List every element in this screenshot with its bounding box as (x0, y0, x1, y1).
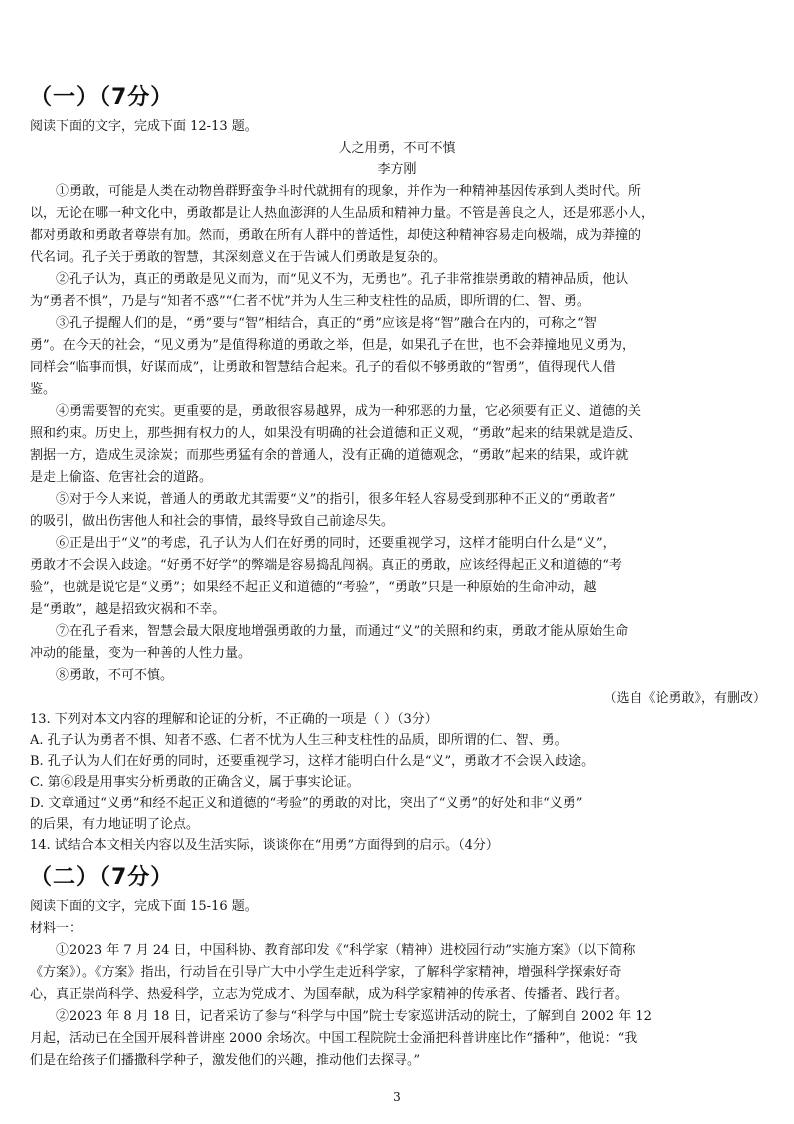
source-note: （选自《论勇敢》，有删改） (603, 691, 766, 706)
body-line: 割据一方，造成生灵涂炭；而那些勇猛有余的普通人，没有正确的道德观念，“勇敢”起来的结果，或许就 (30, 448, 629, 463)
body-line: 都对勇敢和勇敢者尊崇有加。然而，勇敢在所有人群中的普适性，却使这种精神容易走向极端，成为莽撞的 (30, 228, 642, 243)
material-line: 们是在给孩子们播撒科学种子，激发他们的兴趣，推动他们去探寻。” (30, 1053, 421, 1068)
body-line: ⑥正是出于“义”的考虑，孔子认为人们在好勇的同时，还要重视学习，这样才能明白什么是“义”， (56, 536, 616, 551)
body-line: ⑧勇敢，不可不慎。 (56, 668, 174, 683)
material-line: ②2023 年 8 月 18 日，记者采访了参与“科学与中国”院士专家巡讲活动的院士，了解到自 2002 年 12 (56, 1009, 652, 1024)
section-2-heading: （二）（7分） (30, 865, 174, 890)
body-line: ④勇需要智的充实。更重要的是，勇敢很容易越界，成为一种邪恶的力量，它必须要有正义、道德的关 (56, 404, 642, 419)
section-1-heading: （一）（7分） (30, 85, 174, 110)
option-b: B. 孔子认为人们在好勇的同时，还要重视学习，这样才能明白什么是“义”，勇敢才不会误入歧途。 (30, 754, 595, 769)
body-line: 代名词。孔子关于勇敢的智慧，其深刻意义在于告诫人们勇敢是复杂的。 (30, 250, 447, 265)
option-d-cont: 的后果，有力地证明了论点。 (30, 817, 200, 832)
body-line: 勇”。在今天的社会，“见义勇为”是值得称道的勇敢之举，但是，如果孔子在世，也不会莽撞地见义勇为， (30, 338, 635, 353)
body-line: 鉴。 (30, 382, 57, 397)
option-a: A. 孔子认为勇者不惧、知者不惑、仁者不忧为人生三种支柱性的品质，即所谓的仁、智、勇。 (30, 733, 568, 748)
question-14: 14. 试结合本文相关内容以及生活实际，谈谈你在“用勇”方面得到的启示。（4分） (30, 838, 499, 853)
body-line: ⑦在孔子看来，智慧会最大限度地增强勇敢的力量，而通过“义”的关照和约束，勇敢才能从原始生命 (56, 624, 629, 639)
body-line: 照和约束。历史上，那些拥有权力的人，如果没有明确的社会道德和正义观，“勇敢”起来的结果就是造反、 (30, 426, 642, 441)
section-2-intro: 阅读下面的文字，完成下面 15-16 题。 (30, 899, 258, 914)
option-c: C. 第⑥段是用事实分析勇敢的正确含义，属于事实论证。 (30, 775, 360, 790)
body-line: 冲动的能量，变为一种善的人性力量。 (30, 646, 252, 661)
body-line: 的吸引，做出伤害他人和社会的事情，最终导致自己前途尽失。 (30, 514, 395, 529)
page-number: 3 (393, 1090, 401, 1104)
body-line: 验”，也就是说它是“义勇”；如果经不起正义和道德的“考验”，“勇敢”只是一种原始的生命冲动，越 (30, 580, 597, 595)
material-line: 心，真正崇尚科学、热爱科学，立志为党成才、为国奉献，成为科学家精神的传承者、传播者、践行者。 (30, 987, 629, 1002)
body-line: ③孔子提醒人们的是，“勇”要与“智”相结合，真正的“勇”应该是将“智”融合在内的，可称之“智 (56, 316, 597, 331)
body-line: ①勇敢，可能是人类在动物兽群野蛮争斗时代就拥有的现象，并作为一种精神基因传承到人类时代。所 (56, 184, 642, 199)
option-d: D. 文章通过“义勇”和经不起正义和道德的“考验”的勇敢的对比，突出了“义勇”的好处和非“义勇” (30, 796, 583, 811)
body-line: 是“勇敢”，越是招致灾祸和不幸。 (30, 602, 226, 617)
body-line: 以，无论在哪一种文化中，勇敢都是让人热血澎湃的人生品质和精神力量。不管是善良之人，还是邪恶小人， (30, 206, 655, 221)
article-author: 李方刚 (377, 162, 417, 177)
question-13: 13. 下列对本文内容的理解和论证的分析，不正确的一项是（ ）（3分） (30, 712, 438, 727)
body-line: ②孔子认为，真正的勇敢是见义而为，而“见义不为，无勇也”。孔子非常推崇勇敢的精神品质，他认 (56, 272, 629, 287)
article-title: 人之用勇，不可不慎 (338, 141, 456, 156)
material-line: 月起，活动已在全国开展科普讲座 2000 余场次。中国工程院院士金涌把科普讲座比作“播种”，他说：“我 (30, 1031, 638, 1046)
material-line: ①2023 年 7 月 24 日，中国科协、教育部印发《“科学家（精神）进校园行动”实施方案》（以下简称 (56, 943, 636, 958)
body-line: 勇敢才不会误入歧途。“好勇不好学”的弊端是容易捣乱闯祸。真正的勇敢，应该经得起正义和道德的“考 (30, 558, 622, 573)
body-line: 为“勇者不惧”，乃是与“知者不惑”“仁者不忧”并为人生三种支柱性的品质，即所谓的仁、智、勇。 (30, 294, 590, 309)
body-line: ⑤对于今人来说，普通人的勇敢尤其需要“义”的指引，很多年轻人容易受到那种不正义的“勇敢者” (56, 492, 616, 507)
section-1-intro: 阅读下面的文字，完成下面 12-13 题。 (30, 119, 258, 134)
body-line: 同样会“临事而惧，好谋而成”，让勇敢和智慧结合起来。孔子的看似不够勇敢的“智勇”，值得现代人借 (30, 360, 616, 375)
body-line: 是走上偷盗、危害社会的道路。 (30, 470, 213, 485)
material-line: 《方案》）。《方案》指出，行动旨在引导广大中小学生走近科学家，了解科学家精神，增强科学探索好奇 (30, 965, 622, 980)
material-label: 材料一： (30, 921, 83, 936)
